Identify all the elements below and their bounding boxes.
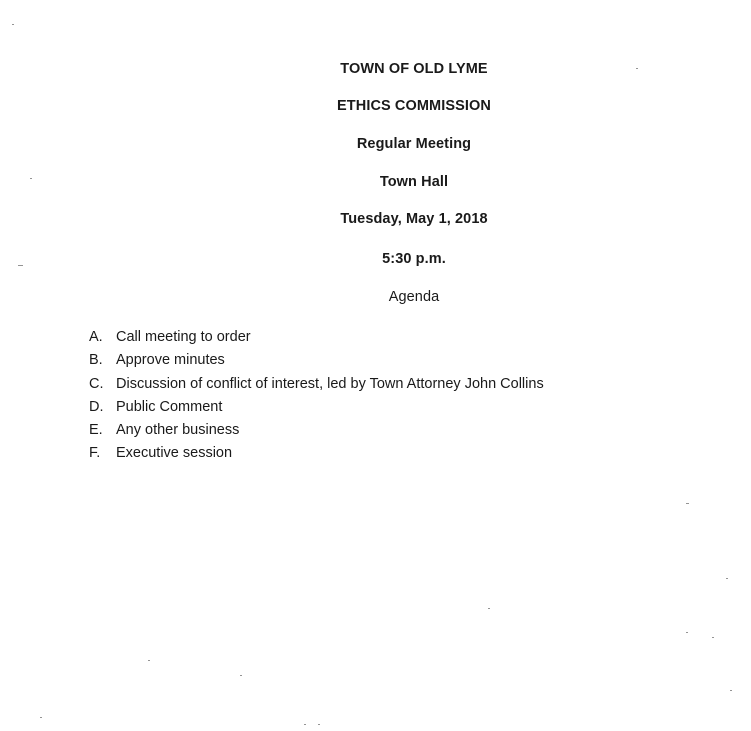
town-name-heading: TOWN OF OLD LYME <box>340 61 488 77</box>
date-heading: Tuesday, May 1, 2018 <box>340 211 488 227</box>
meeting-type-heading: Regular Meeting <box>356 136 472 152</box>
agenda-item <box>89 398 544 421</box>
agenda-item <box>89 328 544 351</box>
scan-speck <box>712 637 714 638</box>
time-heading: 5:30 p.m. <box>382 251 446 267</box>
scan-speck <box>726 578 728 579</box>
scan-speck <box>40 717 42 718</box>
location-heading: Town Hall <box>379 174 449 190</box>
agenda-item-text: Public Comment <box>116 398 223 415</box>
scan-speck <box>148 660 150 661</box>
agenda-item-letter: C. <box>89 375 104 392</box>
agenda-item-text: Discussion of conflict of interest, led by Town Attorney John Collins <box>116 375 544 392</box>
agenda-item-letter: E. <box>89 422 103 439</box>
agenda-item-letter: B. <box>89 352 103 369</box>
scan-speck <box>12 24 14 25</box>
agenda-item-text: Executive session <box>116 445 233 462</box>
agenda-item-letter: F. <box>89 445 101 462</box>
scan-speck <box>240 675 242 676</box>
commission-name-heading: ETHICS COMMISSION <box>337 98 491 114</box>
agenda-item-text: Any other business <box>116 422 240 439</box>
agenda-item <box>89 421 544 444</box>
agenda-item <box>89 351 544 374</box>
scan-speck <box>488 608 490 609</box>
agenda-title: Agenda <box>388 289 440 305</box>
agenda-list <box>89 328 544 468</box>
scan-speck <box>686 503 689 504</box>
agenda-item-letter: D. <box>89 398 104 415</box>
scan-speck <box>730 690 732 691</box>
agenda-item <box>89 444 544 467</box>
agenda-item-letter: A. <box>89 329 103 345</box>
scan-speck <box>636 68 638 69</box>
agenda-item <box>89 375 544 398</box>
scan-speck <box>18 265 23 266</box>
scan-speck <box>304 724 306 725</box>
scan-speck <box>318 724 320 725</box>
agenda-item-text: Approve minutes <box>116 352 225 369</box>
agenda-item-text: Call meeting to order <box>116 329 251 345</box>
scan-speck <box>30 178 32 179</box>
scan-speck <box>686 632 688 633</box>
